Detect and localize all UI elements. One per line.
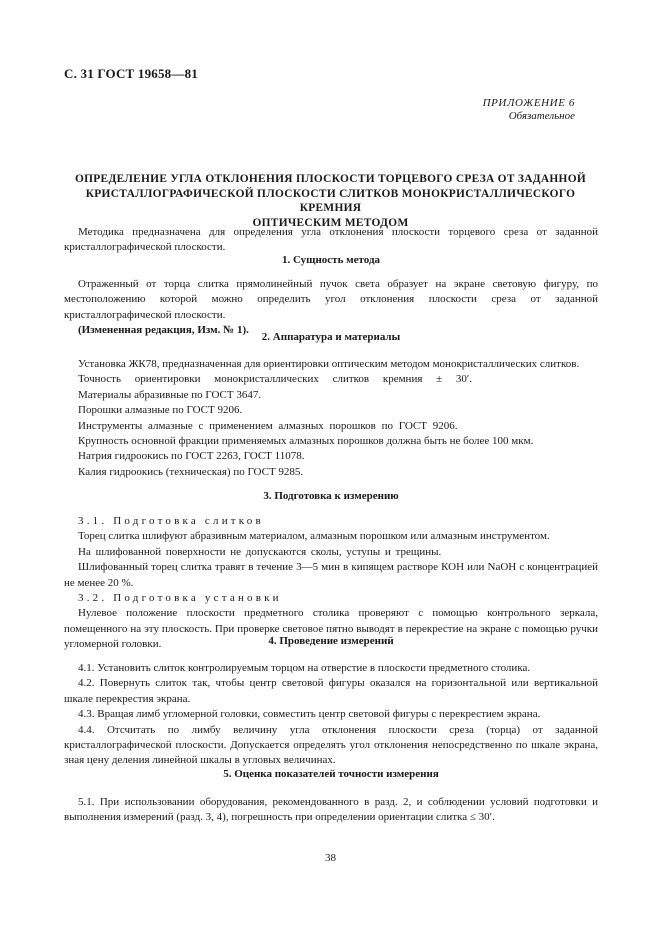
sodium-hydroxide-paragraph: Натрия гидроокись по ГОСТ 2263, ГОСТ 11078. [78,450,305,463]
section-4 [64,634,598,649]
step-4-3: 4.3. Вращая лимб угломерной головки, совместить центр световой фигуры с перекрестием экрана. [78,708,541,721]
subsection-3-2-heading: 3.2. Подготовка установки [78,592,282,605]
accuracy-paragraph: Точность ориентировки монокристаллических слитков кремния ± 30′. [78,373,473,386]
section-5 [64,767,598,782]
intro-block [64,225,598,256]
section-1 [64,253,598,268]
fraction-paragraph: Крупность основной фракции применяемых алмазных порошков должна быть не более 100 мкм. [78,435,534,448]
appendix-status: Обязательное [508,110,575,122]
page-number: 38 [325,852,336,864]
intro-paragraph: Методика предназначена для определения угла отклонения плоскости торцевого среза от заданной кристаллографической плоскости. [64,226,598,254]
equipment-paragraph: Установка ЖК78, предназначенная для ориентировки оптическим методом монокристаллических слитков. [78,358,580,370]
step-4-1: 4.1. Установить слиток контролируемым торцом на отверстие в плоскости предметного столика. [78,662,531,674]
section-3-paragraph-3: Шлифованный торец слитка травят в течение 3—5 мин в кипящем растворе КОН или NaOH с концентрацией не менее 20 %. [64,561,598,589]
abrasive-paragraph: Материалы абразивные по ГОСТ 3647. [78,388,262,401]
section-4-body [64,661,598,769]
step-5-1: 5.1. При использовании оборудования, рекомендованного в разд. 2, и соблюдении условий подготовки и выполнения измерений (разд. 3, 4), погрешность при определении ориентации слитка ≤ 30′. [64,796,598,824]
potassium-hydroxide-paragraph: Калия гидроокись (техническая) по ГОСТ 9285. [78,465,304,478]
section-2-heading: 2. Аппаратура и материалы [261,331,401,343]
section-3-paragraph-1: Торец слитка шлифуют абразивным материалом, алмазным порошком или алмазным инструментом. [78,530,550,543]
section-1-paragraph: Отраженный от торца слитка прямолинейный пучок света образует на экране световую фигуру, по местоположению которой можно определить угол отклонения плоскости среза от заданной кристаллографической плоскости. [64,278,598,321]
diamond-tools-paragraph: Инструменты алмазные с применением алмазных порошков по ГОСТ 9206. [78,419,458,432]
title-line-3: ОПТИЧЕСКИМ МЕТОДОМ [252,216,409,229]
title-line-1: ОПРЕДЕЛЕНИЕ УГЛА ОТКЛОНЕНИЯ ПЛОСКОСТИ ТОРЦЕВОГО СРЕЗА ОТ ЗАДАННОЙ [74,173,587,185]
diamond-powder-paragraph: Порошки алмазные по ГОСТ 9206. [78,404,243,417]
appendix-title [64,172,597,230]
step-4-2: 4.2. Повернуть слиток так, чтобы центр световой фигуры оказался на горизонтальной или вертикальной шкале перекрестия экрана. [64,677,598,705]
appendix-label [483,97,575,123]
section-2 [64,330,598,345]
change-note: (Измененная редакция, Изм. № 1). [78,324,249,337]
section-5-body [64,795,598,826]
section-2-body [64,357,598,480]
section-5-heading: 5. Оценка показателей точности измерения [223,768,439,780]
title-line-2: КРИСТАЛЛОГРАФИЧЕСКОЙ ПЛОСКОСТИ СЛИТКОВ МОНОКРИСТАЛЛИЧЕСКОГО КРЕМНИЯ [85,187,576,214]
section-3 [64,489,598,504]
section-3-body [64,514,598,653]
document-header: С. 31 ГОСТ 19658—81 [64,66,198,81]
section-1-heading: 1. Сущность метода [281,254,381,266]
section-3-paragraph-4: Нулевое положение плоскости предметного столика проверяют с помощью контрольного зеркала, помещенного на эту плоскость. При проверке световое пятно выводят в перекрестие на экране с помощью ручки угломерной головки. [64,607,598,651]
step-4-4: 4.4. Отсчитать по лимбу величину угла отклонения плоскости среза (торца) от заданной кристаллографической плоскости. Допускается определять угол отклонения непосредственно по шкале экрана, зная цену деления линейной шкалы в угловых величинах. [64,723,598,767]
section-3-paragraph-2: На шлифованной поверхности не допускаются сколы, уступы и трещины. [78,545,442,558]
subsection-3-1-heading: 3.1. Подготовка слитков [78,515,264,527]
section-4-heading: 4. Проведение измерений [268,635,394,647]
section-3-heading: 3. Подготовка к измерению [263,490,399,502]
appendix-number: ПРИЛОЖЕНИЕ 6 [482,97,575,109]
